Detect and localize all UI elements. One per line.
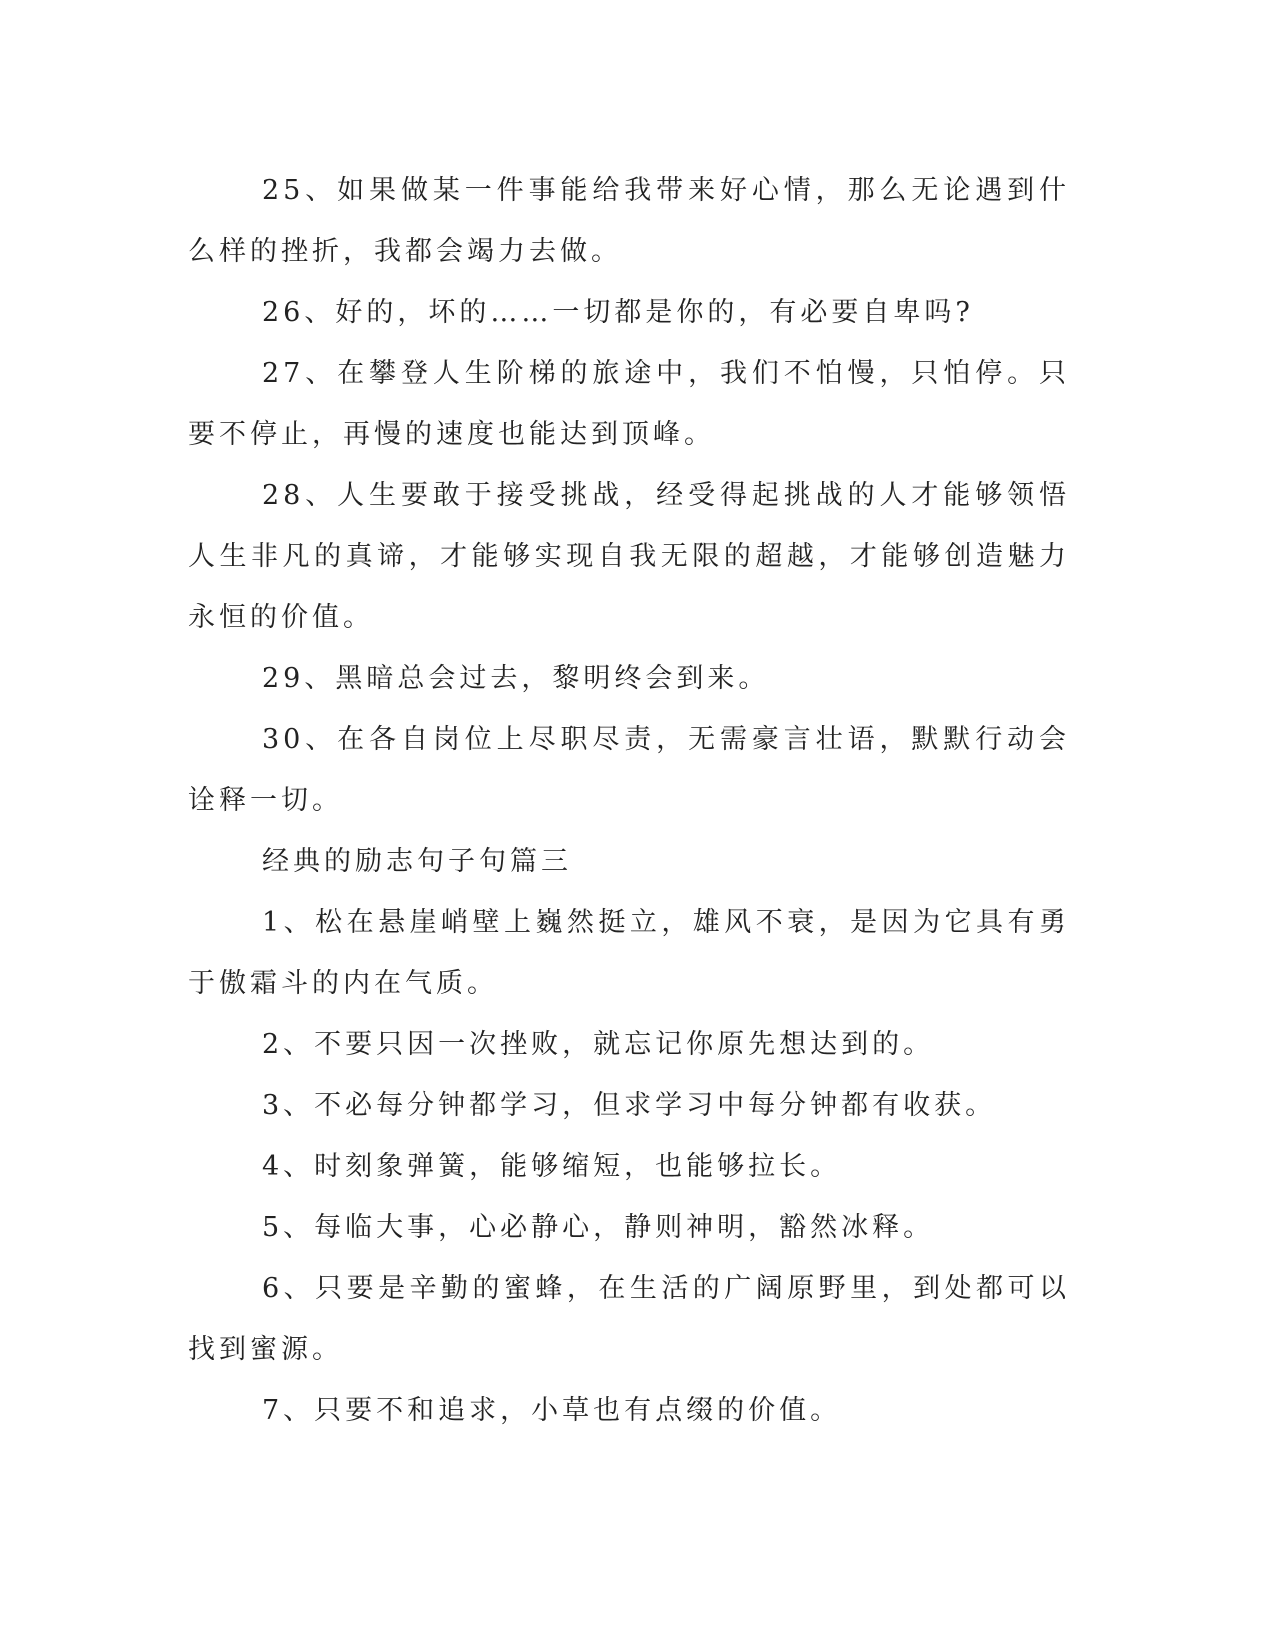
paragraph: 4、时刻象弹簧，能够缩短，也能够拉长。 bbox=[262, 1151, 842, 1182]
paragraph: 25、如果做某一件事能给我带来好心情，那么无论遇到什么样的挫折，我都会竭力去做。 bbox=[188, 175, 1070, 267]
paragraph: 26、好的，坏的……一切都是你的，有必要自卑吗? bbox=[262, 297, 974, 328]
paragraph: 30、在各自岗位上尽职尽责，无需豪言壮语，默默行动会诠释一切。 bbox=[188, 724, 1070, 816]
paragraph: 28、人生要敢于接受挑战，经受得起挑战的人才能够领悟人生非凡的真谛，才能够实现自我无限的超越，才能够创造魅力永恒的价值。 bbox=[188, 480, 1070, 633]
paragraph: 7、只要不和追求，小草也有点缀的价值。 bbox=[262, 1395, 842, 1426]
paragraph: 1、松在悬崖峭壁上巍然挺立，雄风不衰，是因为它具有勇于傲霜斗的内在气质。 bbox=[188, 907, 1070, 999]
paragraph: 27、在攀登人生阶梯的旅途中，我们不怕慢，只怕停。只要不停止，再慢的速度也能达到顶峰。 bbox=[188, 358, 1070, 450]
paragraph: 6、只要是辛勤的蜜蜂，在生活的广阔原野里，到处都可以找到蜜源。 bbox=[188, 1273, 1070, 1365]
paragraph: 5、每临大事，心必静心，静则神明，豁然冰释。 bbox=[262, 1212, 935, 1243]
paragraph: 3、不必每分钟都学习，但求学习中每分钟都有收获。 bbox=[262, 1090, 997, 1121]
paragraph: 29、黑暗总会过去，黎明终会到来。 bbox=[262, 663, 770, 694]
document-body bbox=[188, 160, 1070, 1441]
paragraph: 2、不要只因一次挫败，就忘记你原先想达到的。 bbox=[262, 1029, 935, 1060]
section-heading: 经典的励志句子句篇三 bbox=[262, 846, 572, 877]
